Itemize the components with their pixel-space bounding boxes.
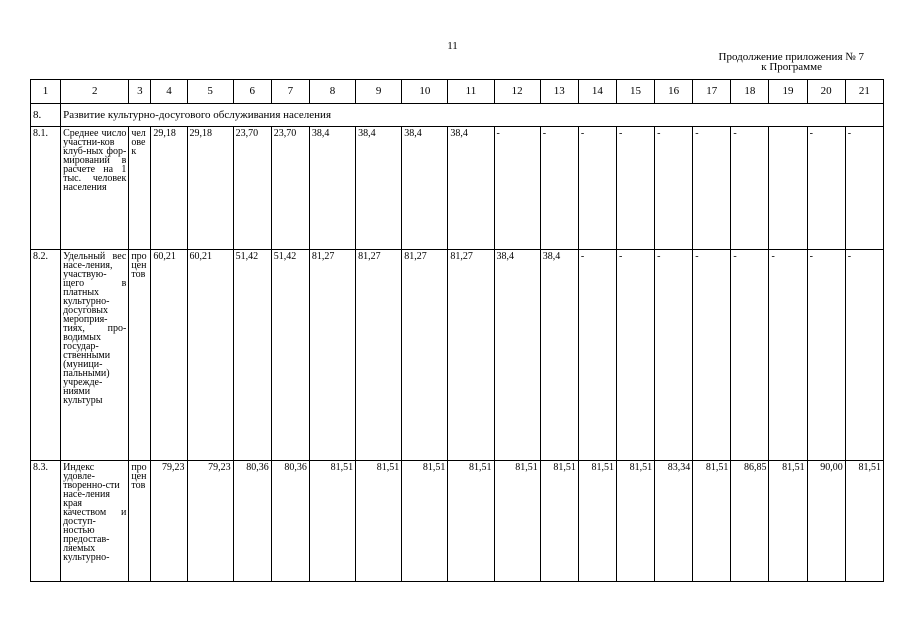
table-row [31, 127, 884, 250]
row-number: 8.2. [31, 250, 61, 461]
value-cell [769, 127, 807, 250]
column-header: 13 [540, 80, 578, 104]
value-cell: 83,34 [655, 461, 693, 582]
column-header: 16 [655, 80, 693, 104]
value-cell: - [807, 127, 845, 250]
column-header: 18 [731, 80, 769, 104]
header-row [31, 80, 884, 104]
value-cell: 81,51 [616, 461, 654, 582]
column-header: 12 [494, 80, 540, 104]
column-header: 17 [693, 80, 731, 104]
value-cell: 23,70 [233, 127, 271, 250]
section-number: 8. [31, 104, 61, 127]
column-header: 8 [309, 80, 355, 104]
value-cell: 81,27 [309, 250, 355, 461]
appendix-header-line1: Продолжение приложения № 7 [718, 51, 864, 63]
column-header: 3 [129, 80, 151, 104]
column-header: 21 [845, 80, 883, 104]
table-row [31, 461, 884, 582]
value-cell: 51,42 [233, 250, 271, 461]
value-cell: - [540, 127, 578, 250]
value-cell: 81,27 [448, 250, 494, 461]
unit-cell: человек [129, 127, 151, 250]
value-cell: - [807, 250, 845, 461]
value-cell: 38,4 [402, 127, 448, 250]
column-header: 20 [807, 80, 845, 104]
value-cell: - [655, 127, 693, 250]
row-number: 8.3. [31, 461, 61, 582]
column-header: 19 [769, 80, 807, 104]
appendix-header [664, 52, 864, 72]
value-cell: 81,51 [769, 461, 807, 582]
column-header: 1 [31, 80, 61, 104]
value-cell: 60,21 [187, 250, 233, 461]
column-header: 5 [187, 80, 233, 104]
value-cell: 86,85 [731, 461, 769, 582]
value-cell: - [494, 127, 540, 250]
value-cell: - [616, 250, 654, 461]
value-cell: - [693, 127, 731, 250]
value-cell: 38,4 [540, 250, 578, 461]
unit-cell: процентов [129, 461, 151, 582]
column-header: 11 [448, 80, 494, 104]
row-number: 8.1. [31, 127, 61, 250]
value-cell: - [845, 250, 883, 461]
value-cell: - [578, 127, 616, 250]
column-header: 15 [616, 80, 654, 104]
value-cell: 79,23 [187, 461, 233, 582]
value-cell: 81,51 [845, 461, 883, 582]
value-cell: 81,51 [356, 461, 402, 582]
value-cell: 81,51 [693, 461, 731, 582]
value-cell: 81,27 [402, 250, 448, 461]
column-header: 6 [233, 80, 271, 104]
value-cell: 81,51 [540, 461, 578, 582]
value-cell: 79,23 [151, 461, 187, 582]
section-title: Развитие культурно-досугового обслуживания населения [61, 104, 884, 127]
value-cell: 38,4 [309, 127, 355, 250]
value-cell: 81,51 [309, 461, 355, 582]
value-cell: - [655, 250, 693, 461]
page-number: 11 [447, 40, 458, 52]
column-header: 14 [578, 80, 616, 104]
unit-cell: процентов [129, 250, 151, 461]
value-cell: 38,4 [448, 127, 494, 250]
value-cell: - [693, 250, 731, 461]
value-cell: - [731, 127, 769, 250]
value-cell: 90,00 [807, 461, 845, 582]
value-cell: - [731, 250, 769, 461]
value-cell: - [616, 127, 654, 250]
value-cell: 29,18 [151, 127, 187, 250]
value-cell: 80,36 [271, 461, 309, 582]
section-row [31, 104, 884, 127]
data-table [30, 79, 884, 582]
value-cell: - [578, 250, 616, 461]
value-cell: 23,70 [271, 127, 309, 250]
value-cell: 38,4 [494, 250, 540, 461]
value-cell: 81,51 [448, 461, 494, 582]
value-cell: 29,18 [187, 127, 233, 250]
value-cell: 38,4 [356, 127, 402, 250]
value-cell: 60,21 [151, 250, 187, 461]
indicator-label: Удельный вес насе-ления, участвую-щего в платных культурно-досуговых мероприя-тиях, про-водимых государ-ственными (муници-пальными) учрежде-ниями культуры [61, 250, 129, 461]
appendix-header-line2: к Программе [761, 61, 822, 73]
indicator-label: Индекс удовле-творенно-сти насе-ления края качеством и доступ-ностью предостав-ляемых культурно- [61, 461, 129, 582]
value-cell: 80,36 [233, 461, 271, 582]
table-row [31, 250, 884, 461]
indicator-label: Среднее число участни-ков клуб-ных фор-мирований в расчете на 1 тыс. человек населения [61, 127, 129, 250]
column-header: 10 [402, 80, 448, 104]
column-header: 4 [151, 80, 187, 104]
value-cell: 81,51 [494, 461, 540, 582]
value-cell: - [845, 127, 883, 250]
value-cell: 51,42 [271, 250, 309, 461]
column-header: 2 [61, 80, 129, 104]
value-cell: - [769, 250, 807, 461]
value-cell: 81,51 [578, 461, 616, 582]
column-header: 9 [356, 80, 402, 104]
value-cell: 81,27 [356, 250, 402, 461]
column-header: 7 [271, 80, 309, 104]
value-cell: 81,51 [402, 461, 448, 582]
